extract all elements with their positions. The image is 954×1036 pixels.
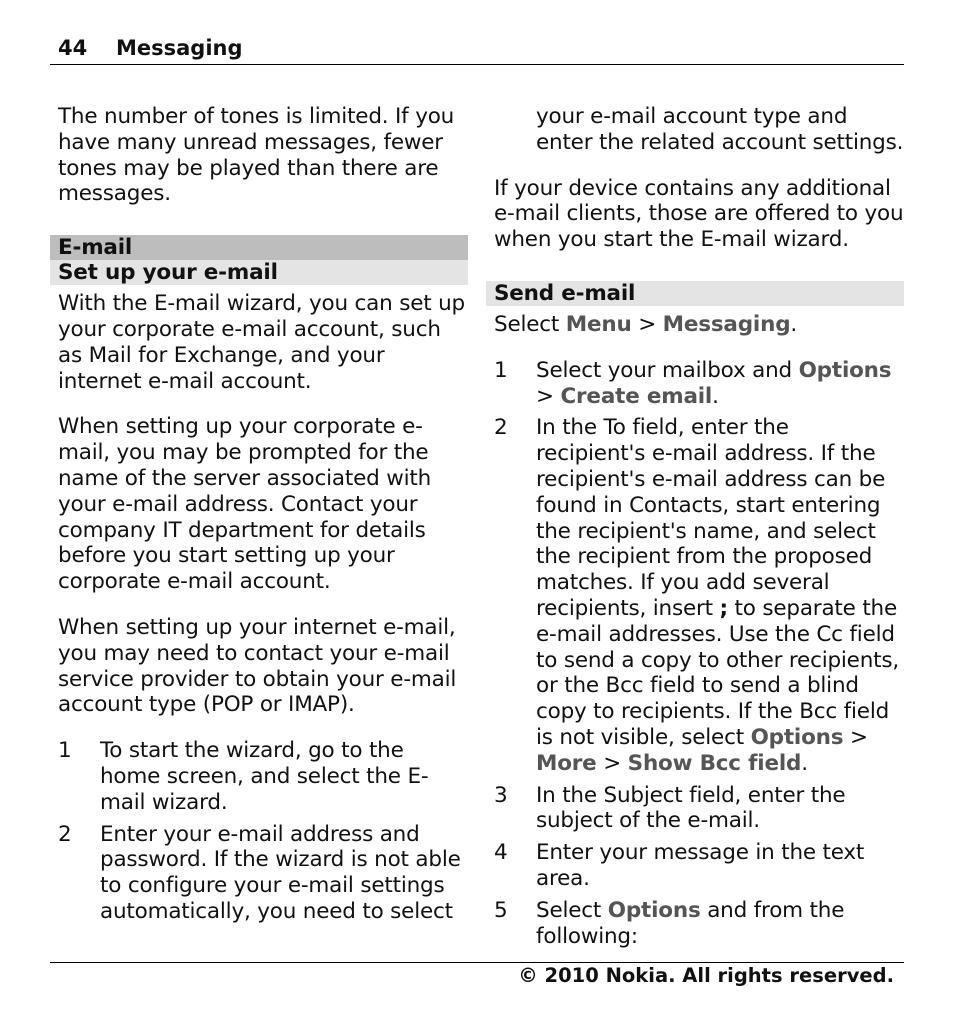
messaging-label: Messaging [662, 311, 791, 337]
options-label: Options [607, 897, 701, 923]
list-item [50, 822, 468, 925]
step-number: 3 [494, 782, 508, 808]
page-footer [50, 962, 904, 987]
create-email-label: Create email [560, 383, 713, 409]
copyright-notice: © 2010 Nokia. All rights reserved. [518, 964, 894, 987]
step-number: 1 [58, 738, 72, 764]
list-item: 4 Enter your message in the text area. [494, 840, 865, 891]
step-number: 4 [494, 840, 508, 866]
step-number: 2 [494, 415, 508, 441]
menu-label: Menu [565, 311, 632, 337]
select-path: Select Menu > Messaging. [494, 311, 798, 337]
list-item: 1 Select your mailbox and Options > Create email. [494, 357, 892, 409]
heading-send-email: Send e-mail [486, 281, 904, 306]
options-label: Options [750, 724, 844, 750]
step-text: Enter your e-mail address and password. If the wizard is not able to configure your e-mail settings automatically, you need to select [100, 821, 461, 924]
heading-email: E-mail [50, 235, 468, 260]
step-number: 1 [494, 357, 508, 383]
show-bcc-label: Show Bcc field [627, 750, 802, 776]
right-column [486, 104, 904, 955]
step-text: To start the wizard, go to the home screen, and select the E-mail wizard. [100, 738, 429, 815]
send-steps [486, 358, 904, 950]
left-column [50, 104, 468, 931]
step-number: 5 [494, 897, 508, 923]
semicolon-key: ; [719, 595, 728, 621]
options-label: Options [798, 357, 892, 383]
setup-paragraph-3: When setting up your internet e-mail, you may need to contact your e-mail service provider to obtain your e-mail account type (POP or IMAP). [58, 614, 457, 718]
setup-paragraph-1: With the E-mail wizard, you can set up your corporate e-mail account, such as Mail for Exchange, and your internet e-mail account. [58, 291, 465, 394]
list-item: 2 In the To field, enter the recipient's e-mail address. If the recipient's e-mail address can be found in Contacts, start entering the recipient's name, and select the recipient from the proposed matches. If you add several recipients, insert ; to separate the e-mail addresses. Use the Cc field to send a copy to other recipients, or the Bcc field to send a blind copy to recipients. If the Bcc field is not visible, select Options > More > Show Bcc field. [494, 415, 900, 776]
list-item: 5 Select Options and from the following: [494, 897, 845, 949]
page-number: 44 [58, 36, 88, 60]
list-item: 3 In the Subject field, enter the subject of the e-mail. [494, 782, 846, 834]
step-number: 2 [58, 821, 72, 847]
setup-paragraph-2: When setting up your corporate e-mail, you may be prompted for the name of the server associated with your e-mail address. Contact your company IT department for details before you start setting up your corporate e-mail account. [58, 414, 432, 595]
intro-paragraph: The number of tones is limited. If you have many unread messages, fewer tones may be played than there are messages. [58, 104, 455, 207]
page-header [50, 36, 904, 65]
setup-steps [50, 738, 468, 925]
heading-setup-email: Set up your e-mail [50, 260, 468, 285]
section-title: Messaging [116, 36, 243, 60]
clients-paragraph: If your device contains any additional e-mail clients, those are offered to you when you start the E-mail wizard. [494, 175, 904, 253]
more-label: More [536, 750, 597, 776]
step-continuation: your e-mail account type and enter the related account settings. [536, 104, 904, 155]
list-item [50, 738, 468, 815]
